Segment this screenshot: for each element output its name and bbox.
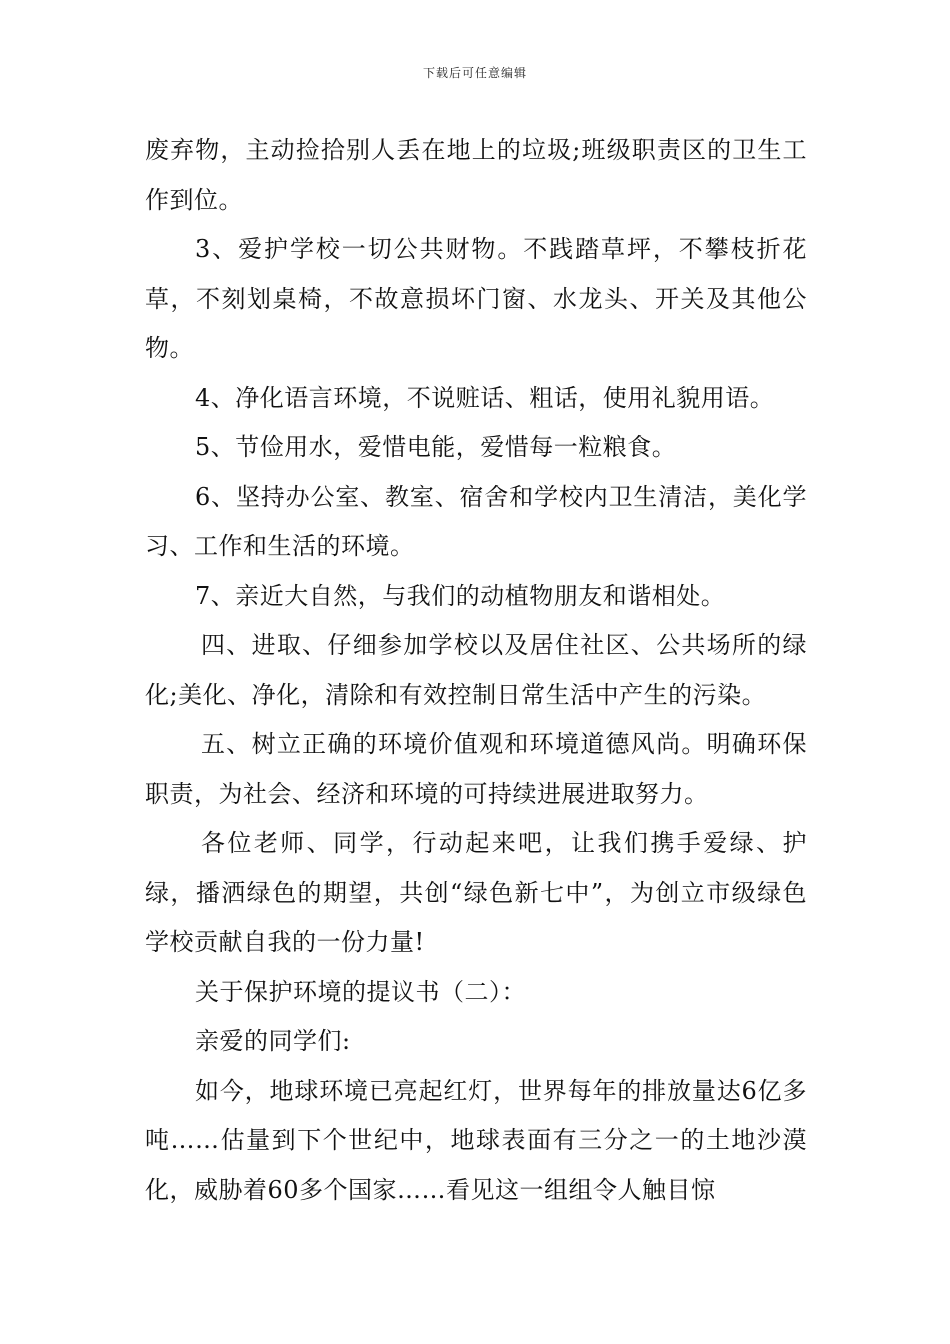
section-heading-proposal-2: 关于保护环境的提议书（二）： <box>195 977 526 1006</box>
paragraph-item-5: 5、节俭用水，爱惜电能，爱惜每一粒粮食。 <box>195 433 677 461</box>
paragraph-call-to-action: 各位老师、同学，行动起来吧，让我们携手爱绿、护绿，播洒绿色的期望，共创“绿色新七中”，为创立市级绿色学校贡献自我的一份力量! <box>145 829 807 956</box>
paragraph-item-4: 4、净化语言环境，不说赃话、粗话，使用礼貌用语。 <box>195 383 775 412</box>
paragraph-continuation: 废弃物，主动捡拾别人丢在地上的垃圾;班级职责区的卫生工作到位。 <box>145 136 807 214</box>
paragraph-item-3: 3、爱护学校一切公共财物。不践踏草坪，不攀枝折花草，不刻划桌椅，不故意损坏门窗、水龙头、开关及其他公物。 <box>145 235 807 362</box>
paragraph-section-5: 五、树立正确的环境价值观和环境道德风尚。明确环保职责，为社会、经济和环境的可持续进展进取努力。 <box>145 730 807 808</box>
document-body <box>145 126 807 1215</box>
paragraph-section-4: 四、进取、仔细参加学校以及居住社区、公共场所的绿化;美化、净化，清除和有效控制日常生活中产生的污染。 <box>145 631 807 709</box>
paragraph-intro: 如今，地球环境已亮起红灯，世界每年的排放量达6亿多吨……估量到下个世纪中，地球表面有三分之一的土地沙漠化，威胁着60多个国家……看见这一组组令人触目惊 <box>145 1076 807 1204</box>
paragraph-item-6: 6、坚持办公室、教室、宿舍和学校内卫生清洁，美化学习、工作和生活的环境。 <box>145 482 807 560</box>
page-header: 下载后可任意编辑 <box>422 66 527 80</box>
salutation: 亲爱的同学们: <box>195 1027 351 1055</box>
paragraph-item-7: 7、亲近大自然，与我们的动植物朋友和谐相处。 <box>195 581 726 610</box>
